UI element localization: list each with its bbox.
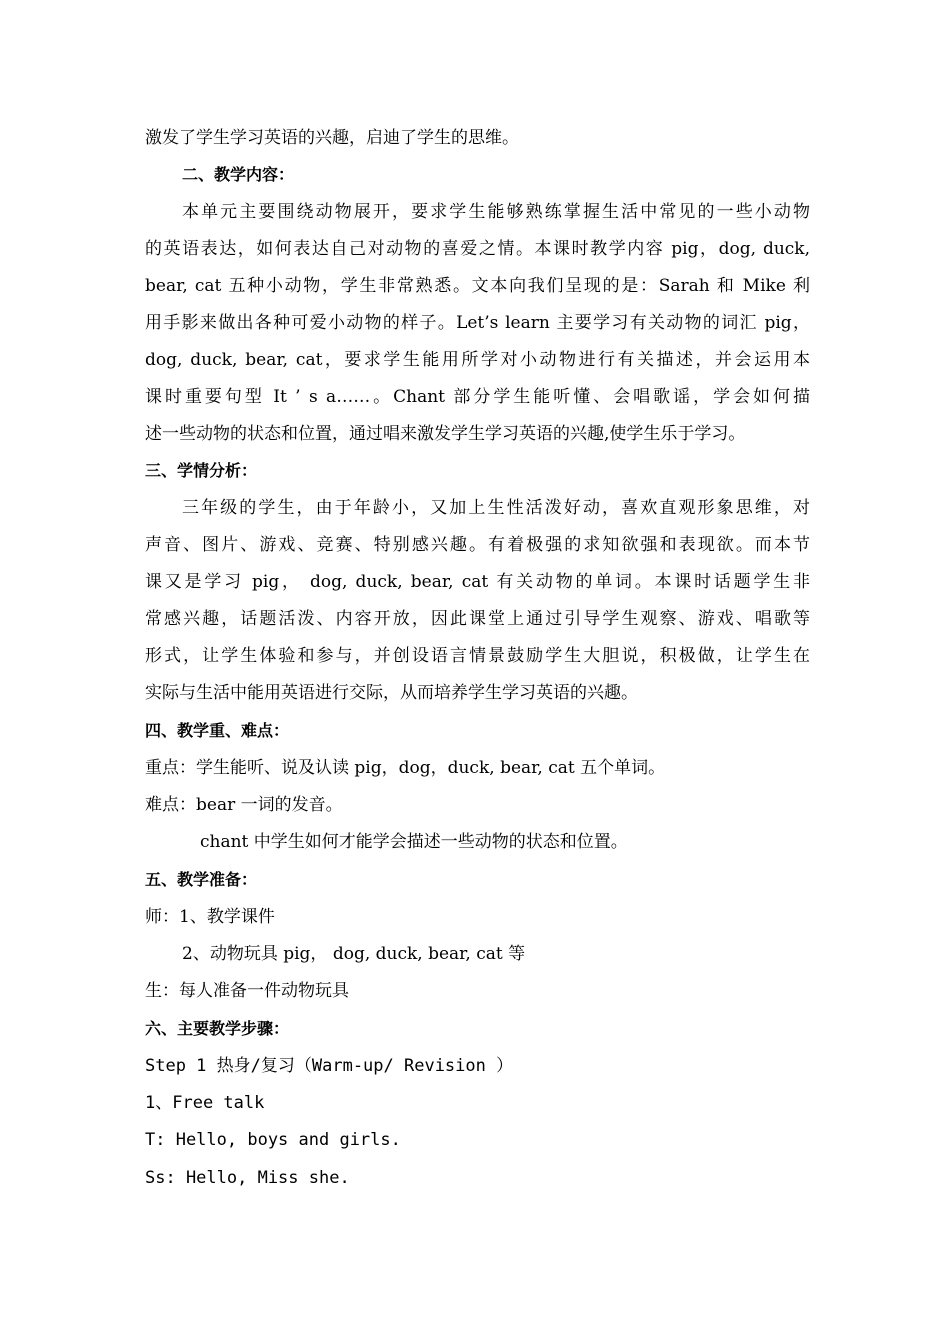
paragraph-line: 三年级的学生，由于年龄小，又加上生性活泼好动，喜欢直观形象思维，对 (182, 498, 810, 518)
paragraph-line: 形式，让学生体验和参与，并创设语言情景鼓励学生大胆说，积极做，让学生在 (145, 646, 810, 666)
paragraph-line: bear, cat 五种小动物，学生非常熟悉。文本向我们呈现的是：Sarah 和 Mike 利 (145, 276, 810, 296)
step-item: 1、Free talk (145, 1093, 265, 1113)
paragraph-line: 课时重要句型 It ’ s a……。Chant 部分学生能听懂、会唱歌谣，学会如何描 (145, 387, 810, 407)
paragraph-line: 用手影来做出各种可爱小动物的样子。Let’s learn 主要学习有关动物的词汇 pig， (145, 313, 810, 333)
paragraph-line: 的英语表达，如何表达自己对动物的喜爱之情。本课时教学内容 pig，dog, duck, (145, 239, 810, 259)
preparation-line: 生：每人准备一件动物玩具 (145, 981, 349, 1001)
paragraph-line: 本单元主要围绕动物展开，要求学生能够熟练掌握生活中常见的一些小动物 (182, 202, 810, 222)
section-heading-steps: 六、主要教学步骤： (145, 1019, 290, 1038)
paragraph-line: 声音、图片、游戏、竞赛、特别感兴趣。有着极强的求知欲强和表现欲。而本节 (145, 535, 810, 555)
paragraph-line: 述一些动物的状态和位置，通过唱来激发学生学习英语的兴趣,使学生乐于学习。 (145, 424, 746, 444)
section-heading-analysis: 三、学情分析： (145, 461, 258, 480)
section-heading-content: 二、教学内容： (182, 165, 295, 184)
difficulty-line: chant 中学生如何才能学会描述一些动物的状态和位置。 (200, 832, 628, 852)
step-title: Step 1 热身/复习（Warm-up/ Revision ） (145, 1056, 514, 1076)
dialogue-line: Ss: Hello, Miss she. (145, 1168, 350, 1188)
dialogue-line: T: Hello, boys and girls. (145, 1130, 401, 1150)
section-heading-preparation: 五、教学准备： (145, 870, 258, 889)
section-heading-key-points: 四、教学重、难点： (145, 721, 290, 740)
paragraph-line: 课又是学习 pig， dog, duck, bear, cat 有关动物的单词。本课时话题学生非 (145, 572, 810, 592)
preparation-line: 2、动物玩具 pig， dog, duck, bear, cat 等 (182, 944, 526, 964)
key-point-line: 重点：学生能听、说及认读 pig，dog，duck, bear, cat 五个单词。 (145, 758, 666, 778)
preparation-line: 师：1、教学课件 (145, 907, 275, 927)
paragraph-line: 激发了学生学习英语的兴趣，启迪了学生的思维。 (145, 128, 519, 148)
paragraph-line: 实际与生活中能用英语进行交际，从而培养学生学习英语的兴趣。 (145, 683, 638, 703)
difficulty-line: 难点：bear 一词的发音。 (145, 795, 343, 815)
paragraph-line: 常感兴趣，话题活泼、内容开放，因此课堂上通过引导学生观察、游戏、唱歌等 (145, 609, 810, 629)
paragraph-line: dog, duck, bear, cat，要求学生能用所学对小动物进行有关描述，并会运用本 (145, 350, 810, 370)
